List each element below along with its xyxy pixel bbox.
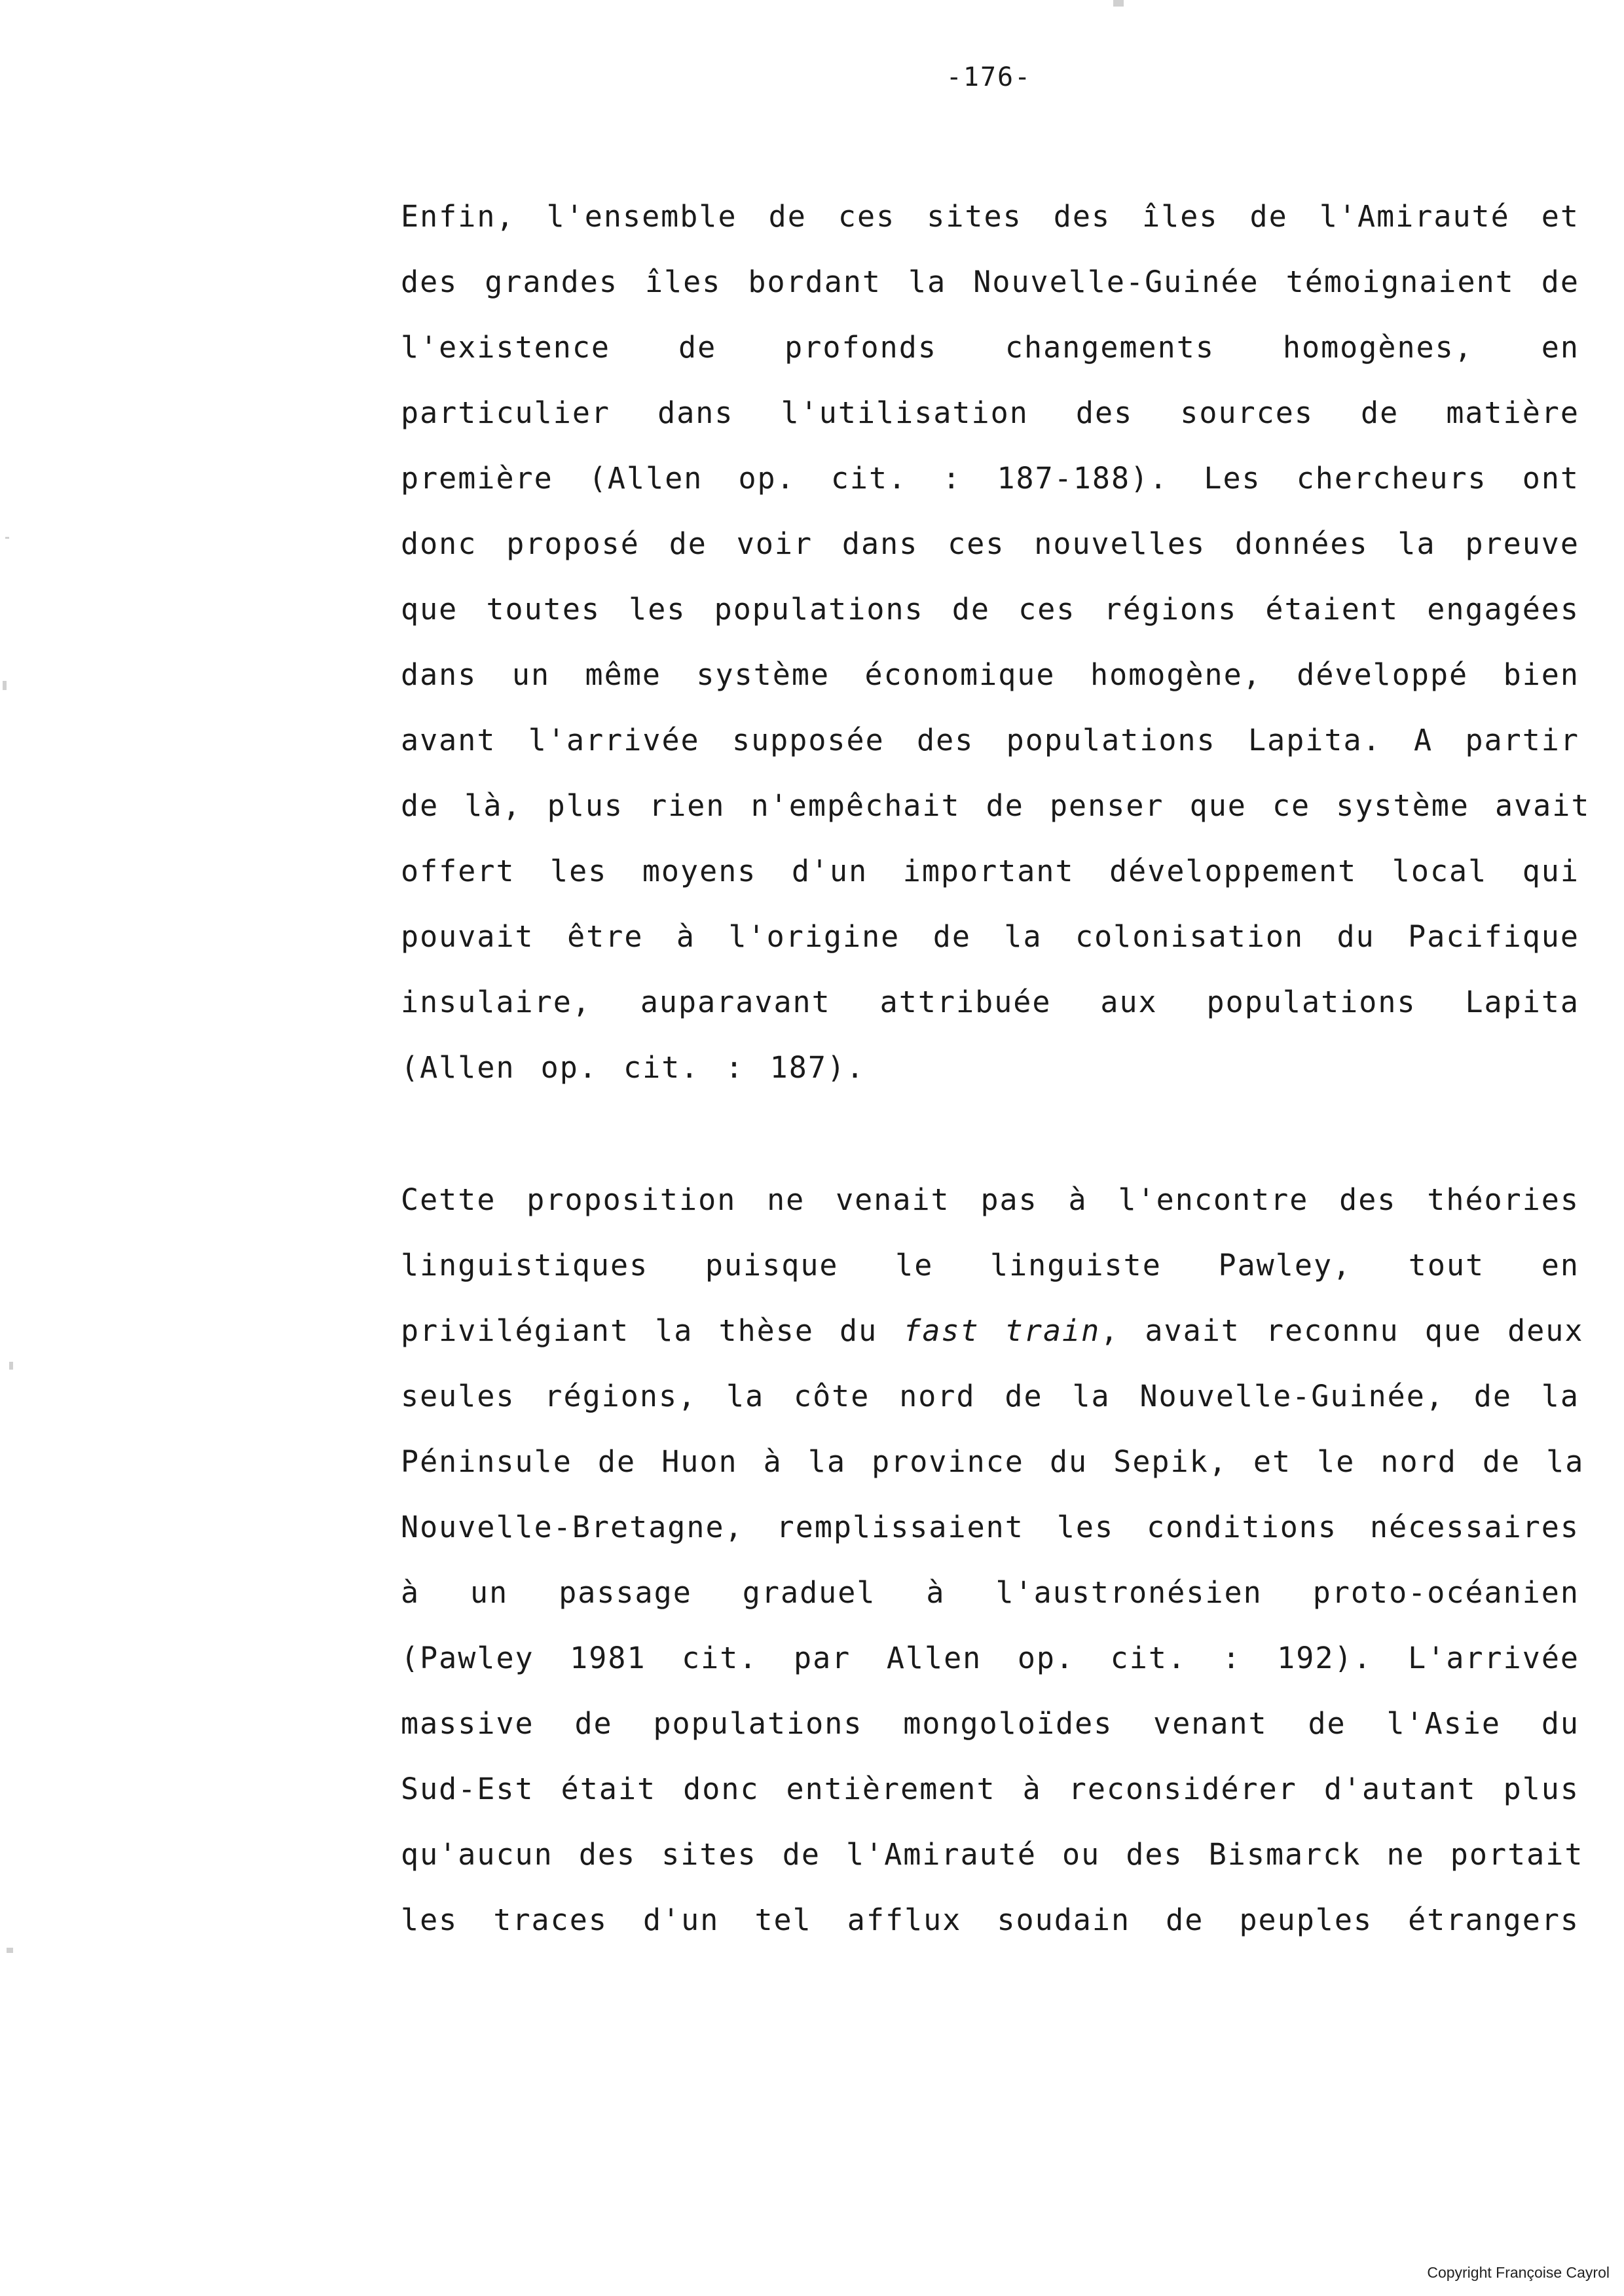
text-line: qu'aucun des sites de l'Amirauté ou des Bismarck ne portait (401, 1837, 1584, 1872)
text-segment: , avait reconnu que deux (1100, 1313, 1584, 1348)
text-line: (Pawley 1981 cit. par Allen op. cit. : 192). L'arrivée (401, 1641, 1579, 1675)
text-line: massive de populations mongoloïdes venant de l'Asie du (401, 1706, 1579, 1741)
text-line: les traces d'un tel afflux soudain de peuples étrangers (401, 1903, 1579, 1937)
text-line: de là, plus rien n'empêchait de penser que ce système avait (401, 788, 1591, 823)
text-line: à un passage graduel à l'austronésien proto-océanien (401, 1575, 1579, 1610)
text-segment: privilégiant la thèse du (401, 1313, 904, 1348)
text-line: particulier dans l'utilisation des sources de matière (401, 395, 1579, 430)
text-line: insulaire, auparavant attribuée aux populations Lapita (401, 985, 1579, 1019)
scan-speck (9, 1362, 13, 1370)
text-line: seules régions, la côte nord de la Nouvelle-Guinée, de la (401, 1379, 1579, 1413)
text-line: l'existence de profonds changements homogènes, en (401, 330, 1579, 365)
text-line: avant l'arrivée supposée des populations Lapita. A partir (401, 723, 1579, 757)
text-line: première (Allen op. cit. : 187-188). Les chercheurs ont (401, 461, 1579, 496)
text-line: dans un même système économique homogène, développé bien (401, 657, 1579, 692)
text-line: des grandes îles bordant la Nouvelle-Guinée témoignaient de (401, 264, 1579, 299)
copyright-notice: Copyright Françoise Cayrol (1427, 2264, 1610, 2281)
text-line: pouvait être à l'origine de la colonisation du Pacifique (401, 919, 1579, 954)
text-line: Sud-Est était donc entièrement à reconsidérer d'autant plus (401, 1772, 1579, 1806)
paragraph (401, 1167, 1585, 1953)
scan-speck (1113, 0, 1124, 7)
italic-term: fast train (903, 1313, 1101, 1348)
text-line: donc proposé de voir dans ces nouvelles données la preuve (401, 526, 1579, 561)
text-line: Péninsule de Huon à la province du Sepik, et le nord de la (401, 1444, 1585, 1479)
text-line: (Allen op. cit. : 187). (401, 1050, 866, 1085)
text-line: offert les moyens d'un important développement local qui (401, 854, 1579, 888)
text-line (401, 1298, 1584, 1364)
text-line: linguistiques puisque le linguiste Pawley, tout en (401, 1248, 1579, 1283)
text-line: Nouvelle-Bretagne, remplissaient les conditions nécessaires (401, 1510, 1579, 1544)
text-line: que toutes les populations de ces régions étaient engagées (401, 592, 1579, 627)
page-number: -176- (946, 62, 1032, 92)
text-line: Enfin, l'ensemble de ces sites des îles de l'Amirauté et (401, 199, 1579, 234)
scan-speck (7, 1948, 13, 1953)
paragraph (401, 184, 1591, 1101)
text-line: Cette proposition ne venait pas à l'encontre des théories (401, 1182, 1579, 1217)
scan-speck (5, 537, 9, 539)
scan-speck (3, 681, 7, 690)
